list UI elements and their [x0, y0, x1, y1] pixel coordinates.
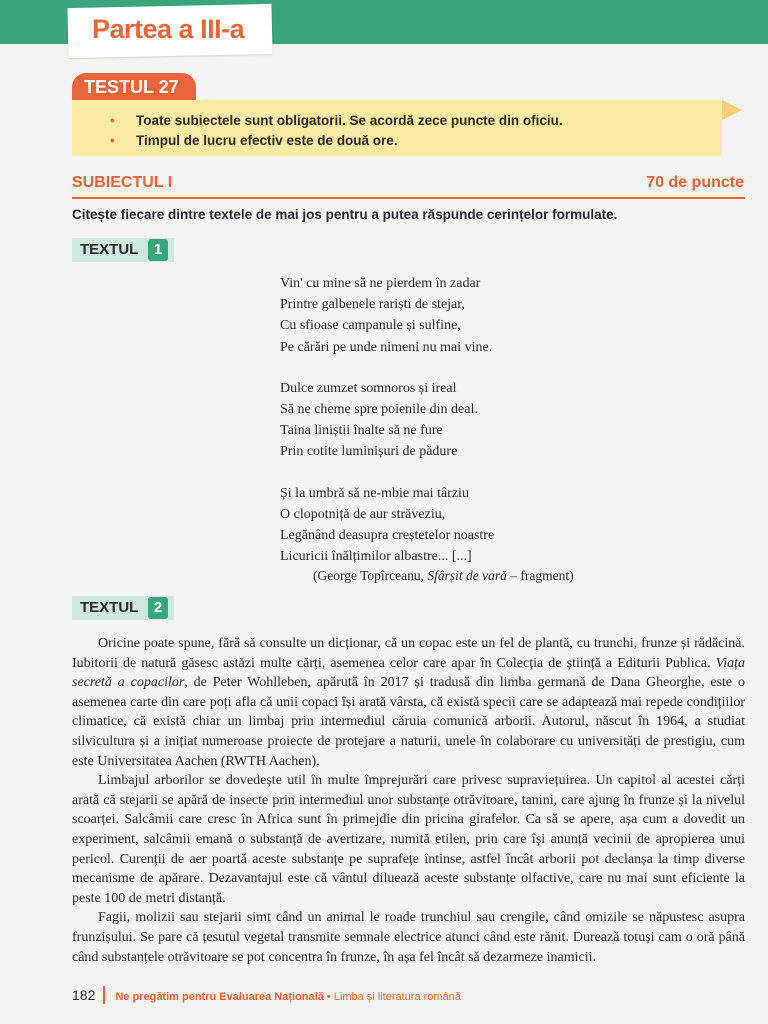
rule-text: Timpul de lucru efectiv este de două ore. — [136, 133, 398, 148]
text-label-word: TEXTUL — [80, 241, 139, 258]
poem-line: Pe cărări pe unde nimeni nu mai vine. — [280, 340, 493, 355]
poem-line: O clopotniță de aur străveziu, — [280, 507, 446, 522]
source-author: (George Topîrceanu, — [313, 568, 428, 583]
paragraph-text: , de Peter Wohlleben, apărută în 2017 și tradusă din limba germană de Dana Gheorghe, este o asemenea carte din care poți afla că unii copaci își arată vârsta, că există specii care se adaptează mai repede condițiilor climatice, că există chiar un limbaj prin intermediul căruia comunică arborii. Autorul, născut în 1964, a studiat silvicultura și a inițiat numeroase proiecte de protejare a naturii, unele în colaborare cu universități de prestigiu, cum este Universitatea Aachen (RWTH Aachen). — [72, 675, 745, 769]
poem-line: Dulce zumzet somnoros și ireal — [280, 381, 457, 396]
page-footer — [72, 986, 461, 1004]
text-label-word: TEXTUL — [80, 599, 139, 616]
poem-line: Legănând deasupra creștetelor noastre — [280, 528, 495, 543]
source-tail: – fragment) — [506, 568, 574, 583]
bullet-icon: • — [110, 113, 115, 128]
test-badge-label: TESTUL 27 — [84, 77, 179, 97]
paragraph-text: Oricine poate spune, fără să consulte un dicționar, că un copac este un fel de plantă, cu trunchi, frunze și rădăcină. Iubitorii de natură găsesc astăzi multe cărți, asemenea celor care apar în Colecția de știință a Editurii Publica. — [72, 636, 745, 671]
text-label-number: 1 — [148, 239, 168, 261]
rule-text: Toate subiectele sunt obligatorii. Se acordă zece puncte din oficiu. — [136, 113, 563, 128]
poem-line: Cu sfioase campanule și sulfine, — [280, 318, 461, 333]
poem-source — [313, 568, 574, 584]
series-title: Ne pregătim pentru Evaluarea Națională — [115, 991, 324, 1003]
poem-line: Să ne cheme spre poienile din deal. — [280, 402, 478, 417]
source-title: Sfârșit de vară — [427, 568, 507, 583]
paragraph — [72, 634, 745, 771]
series-subtitle: • Limba și literatura română — [323, 991, 461, 1003]
text2-body — [72, 634, 745, 967]
part-title: Partea a III-a — [92, 14, 245, 44]
poem-line: Printre galbenele rariști de stejar, — [280, 297, 465, 312]
poem-line: Vin' cu mine să ne pierdem în zadar — [280, 276, 481, 291]
book-title: Viața secretă a copacilor — [72, 655, 745, 691]
poem-line: Taina liniștii înalte să ne fure — [280, 423, 443, 438]
subject-title: SUBIECTUL I — [72, 174, 173, 191]
text1-label — [72, 238, 174, 262]
subject-points: 70 de puncte — [646, 174, 744, 191]
subject-divider — [72, 197, 745, 199]
poem-line: Licuricii înălțimilor albastre... [...] — [280, 549, 472, 564]
page-number: 182 — [72, 987, 96, 1003]
paragraph: Limbajul arborilor se dovedește util în multe împrejurări care privesc supraviețuirea. Un capitol al acestei cărți arată că stejarii se apără de insecte prin intermediul unor substanțe otrăvitoare, tanini, care ajung în frunze și la nivelul scoarței. Salcâmii care cresc în Africa sunt în primejdie din pricina girafelor. Ca să se apere, așa cum a dovedit un experiment, salcâmii emană o substanță de avertizare, numită etilen, prin care își anunță vecinii de apropierea unui pericol. Curenții de aer poartă aceste substanțe pe suprafețe întinse, astfel încât arborii pot declanșa la timp diverse mecanisme de apărare. Dezavantajul este că vântul diluează aceste substanțe olfactive, care nu mai sunt eficiente la peste 100 de metri distanță. — [72, 773, 745, 906]
paragraph: Fagii, molizii sau stejarii simt când un animal le roade trunchiul sau crengile, când omizile se năpustesc asupra frunzișului. Se pare că țesutul vegetal transmite semnale electrice atunci când este rănit. Durează totuși cam o oră până când substanțele otrăvitoare se pot concentra în frunze, în așa fel încât să dezarmeze inamicii. — [72, 910, 745, 965]
poem-line: Prin cotite luminișuri de pădure — [280, 444, 458, 459]
test-badge — [72, 73, 196, 103]
poem-line: Și la umbră să ne-mbie mai târziu — [280, 486, 469, 501]
footer-divider — [103, 986, 105, 1004]
bullet-icon: • — [110, 133, 115, 148]
subject-instruction: Citește fiecare dintre textele de mai jos pentru a putea răspunde cerințelor formulate. — [72, 207, 618, 222]
text-label-number: 2 — [148, 597, 168, 619]
text2-label — [72, 596, 174, 620]
rules-arrow-icon — [722, 100, 742, 120]
